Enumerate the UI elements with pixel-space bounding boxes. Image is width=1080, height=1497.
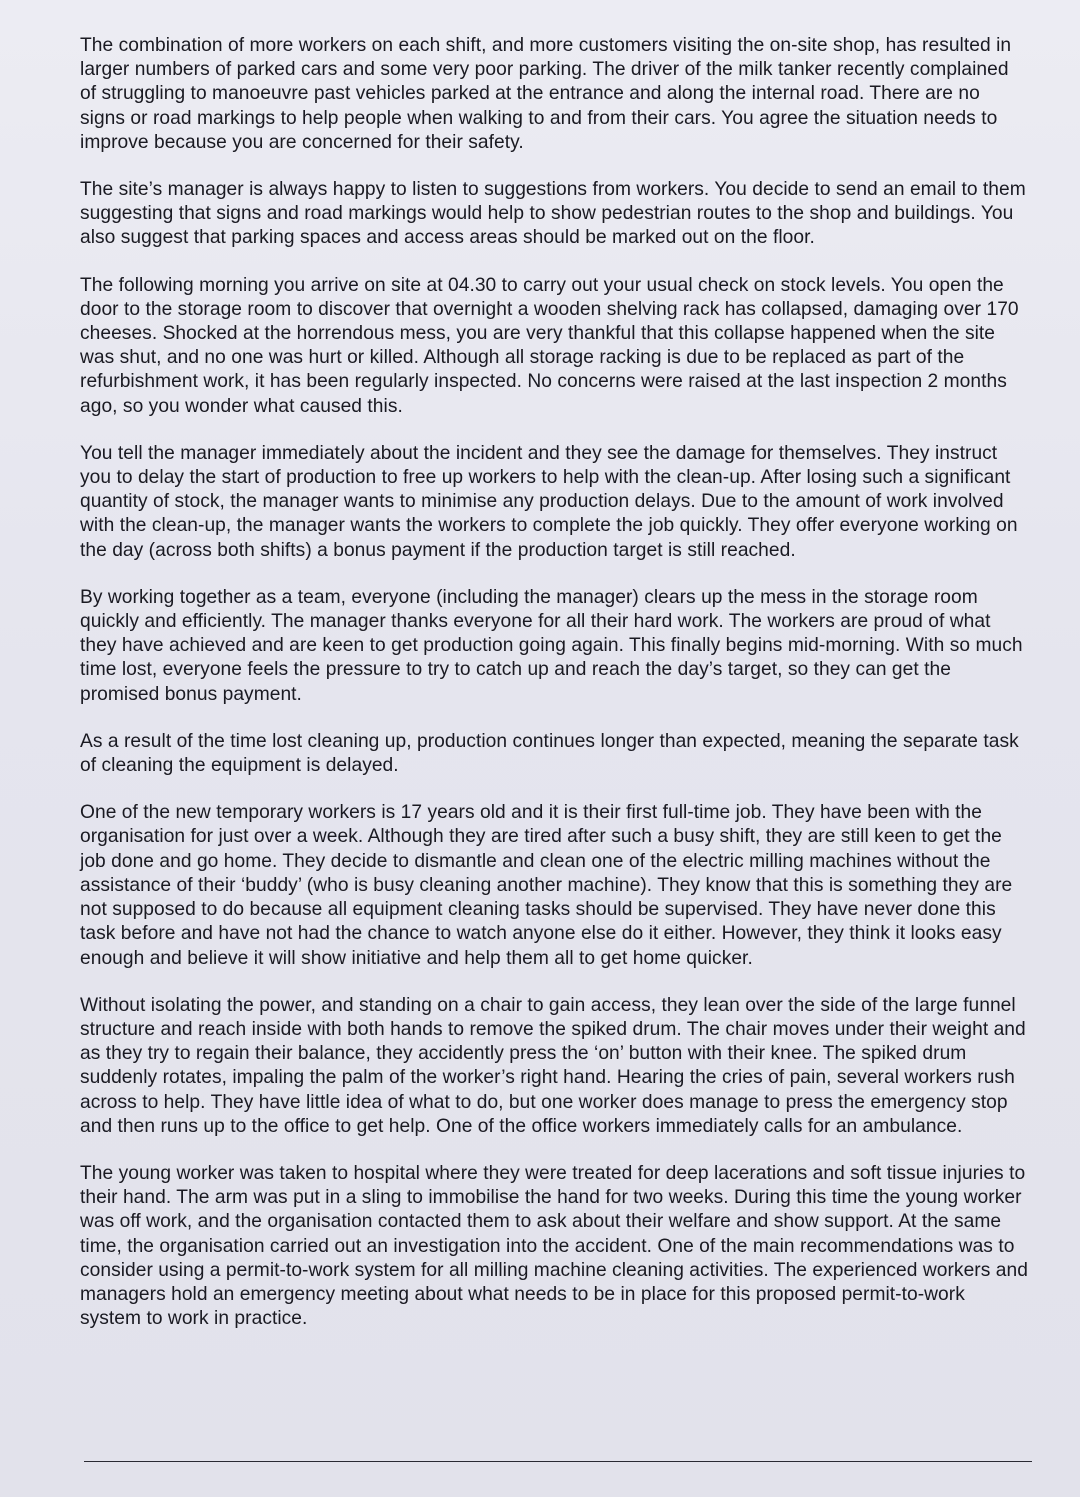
paragraph-investigation: The young worker was taken to hospital where they were treated for deep lacerations and soft tissue injuries to their hand. The arm was put in a sling to immobilise the hand for two weeks. During this time the young worker was off work, and the organisation contacted them to ask about their welfare and show support. At the same time, the organisation carried out an investigation into the accident. One of the main recommendations was to consider using a permit-to-work system for all milling machine cleaning activities. The experienced workers and managers hold an emergency meeting about what needs to be in place for this proposed permit-to-work system to work in practice.: [80, 1162, 1028, 1330]
paragraph-accident: Without isolating the power, and standing on a chair to gain access, they lean over the side of the large funnel structure and reach inside with both hands to remove the spiked drum. The chair moves under their weight and as they try to regain their balance, they accidently press the ‘on’ button with their knee. The spiked drum suddenly rotates, impaling the palm of the worker’s right hand. Hearing the cries of pain, several workers rush across to help. They have little idea of what to do, but one worker does manage to press the emergency stop and then runs up to the office to get help. One of the office workers immediately calls for an ambulance.: [80, 994, 1026, 1137]
paragraph-teamwork: By working together as a team, everyone (including the manager) clears up the mess in the storage room quickly and efficiently. The manager thanks everyone for all their hard work. The workers are proud of what they have achieved and are keen to get production going again. This finally begins mid-morning. With so much time lost, everyone feels the pressure to try to catch up and reach the day’s target, so they can get the promised bonus payment.: [80, 586, 1023, 705]
paragraph-manager-suggestions: The site’s manager is always happy to listen to suggestions from workers. You decide to send an email to them suggesting that signs and road markings would help to show pedestrian routes to the shop and buildings. You also suggest that parking spaces and access areas should be marked out on the floor.: [80, 179, 1026, 249]
paragraph-shelving-collapse: The following morning you arrive on site at 04.30 to carry out your usual check on stock levels. You open the door to the storage room to discover that overnight a wooden shelving rack has collapsed, damaging over 170 cheeses. Shocked at the horrendous mess, you are very thankful that this collapse happened when the site was shut, and no one was hurt or killed. Although all storage racking is due to be replaced as part of the refurbishment work, it has been regularly inspected. No concerns were raised at the last inspection 2 months ago, so you wonder what caused this.: [80, 274, 1019, 417]
paragraph-parking: The combination of more workers on each shift, and more customers visiting the on-site shop, has resulted in larger numbers of parked cars and some very poor parking. The driver of the milk tanker recently complained of struggling to manoeuvre past vehicles parked at the entrance and along the internal road. There are no signs or road markings to help people when walking to and from their cars. You agree the situation needs to improve because you are concerned for their safety.: [80, 35, 1012, 153]
bottom-divider: [84, 1461, 1032, 1462]
paragraph-clean-up-instructions: You tell the manager immediately about the incident and they see the damage for themselves. They instruct you to delay the start of production to free up workers to help with the clean-up. After losing such a significant quantity of stock, the manager wants to minimise any production delays. Due to the amount of work involved with the clean-up, the manager wants the workers to complete the job quickly. They offer everyone working on the day (across both shifts) a bonus payment if the production target is still reached.: [80, 442, 1018, 561]
paragraph-cleaning-delayed: As a result of the time lost cleaning up, production continues longer than expected, meaning the separate task of cleaning the equipment is delayed.: [80, 730, 1019, 777]
paragraph-young-worker: One of the new temporary workers is 17 years old and it is their first full-time job. They have been with the organisation for just over a week. Although they are tired after such a busy shift, they are still keen to get the job done and go home. They decide to dismantle and clean one of the electric milling machines without the assistance of their ‘buddy’ (who is busy cleaning another machine). They know that this is something they are not supposed to do because all equipment cleaning tasks should be supervised. They have never done this task before and have not had the chance to watch anyone else do it either. However, they think it looks easy enough and believe it will show initiative and help them all to get home quicker.: [80, 802, 1013, 969]
